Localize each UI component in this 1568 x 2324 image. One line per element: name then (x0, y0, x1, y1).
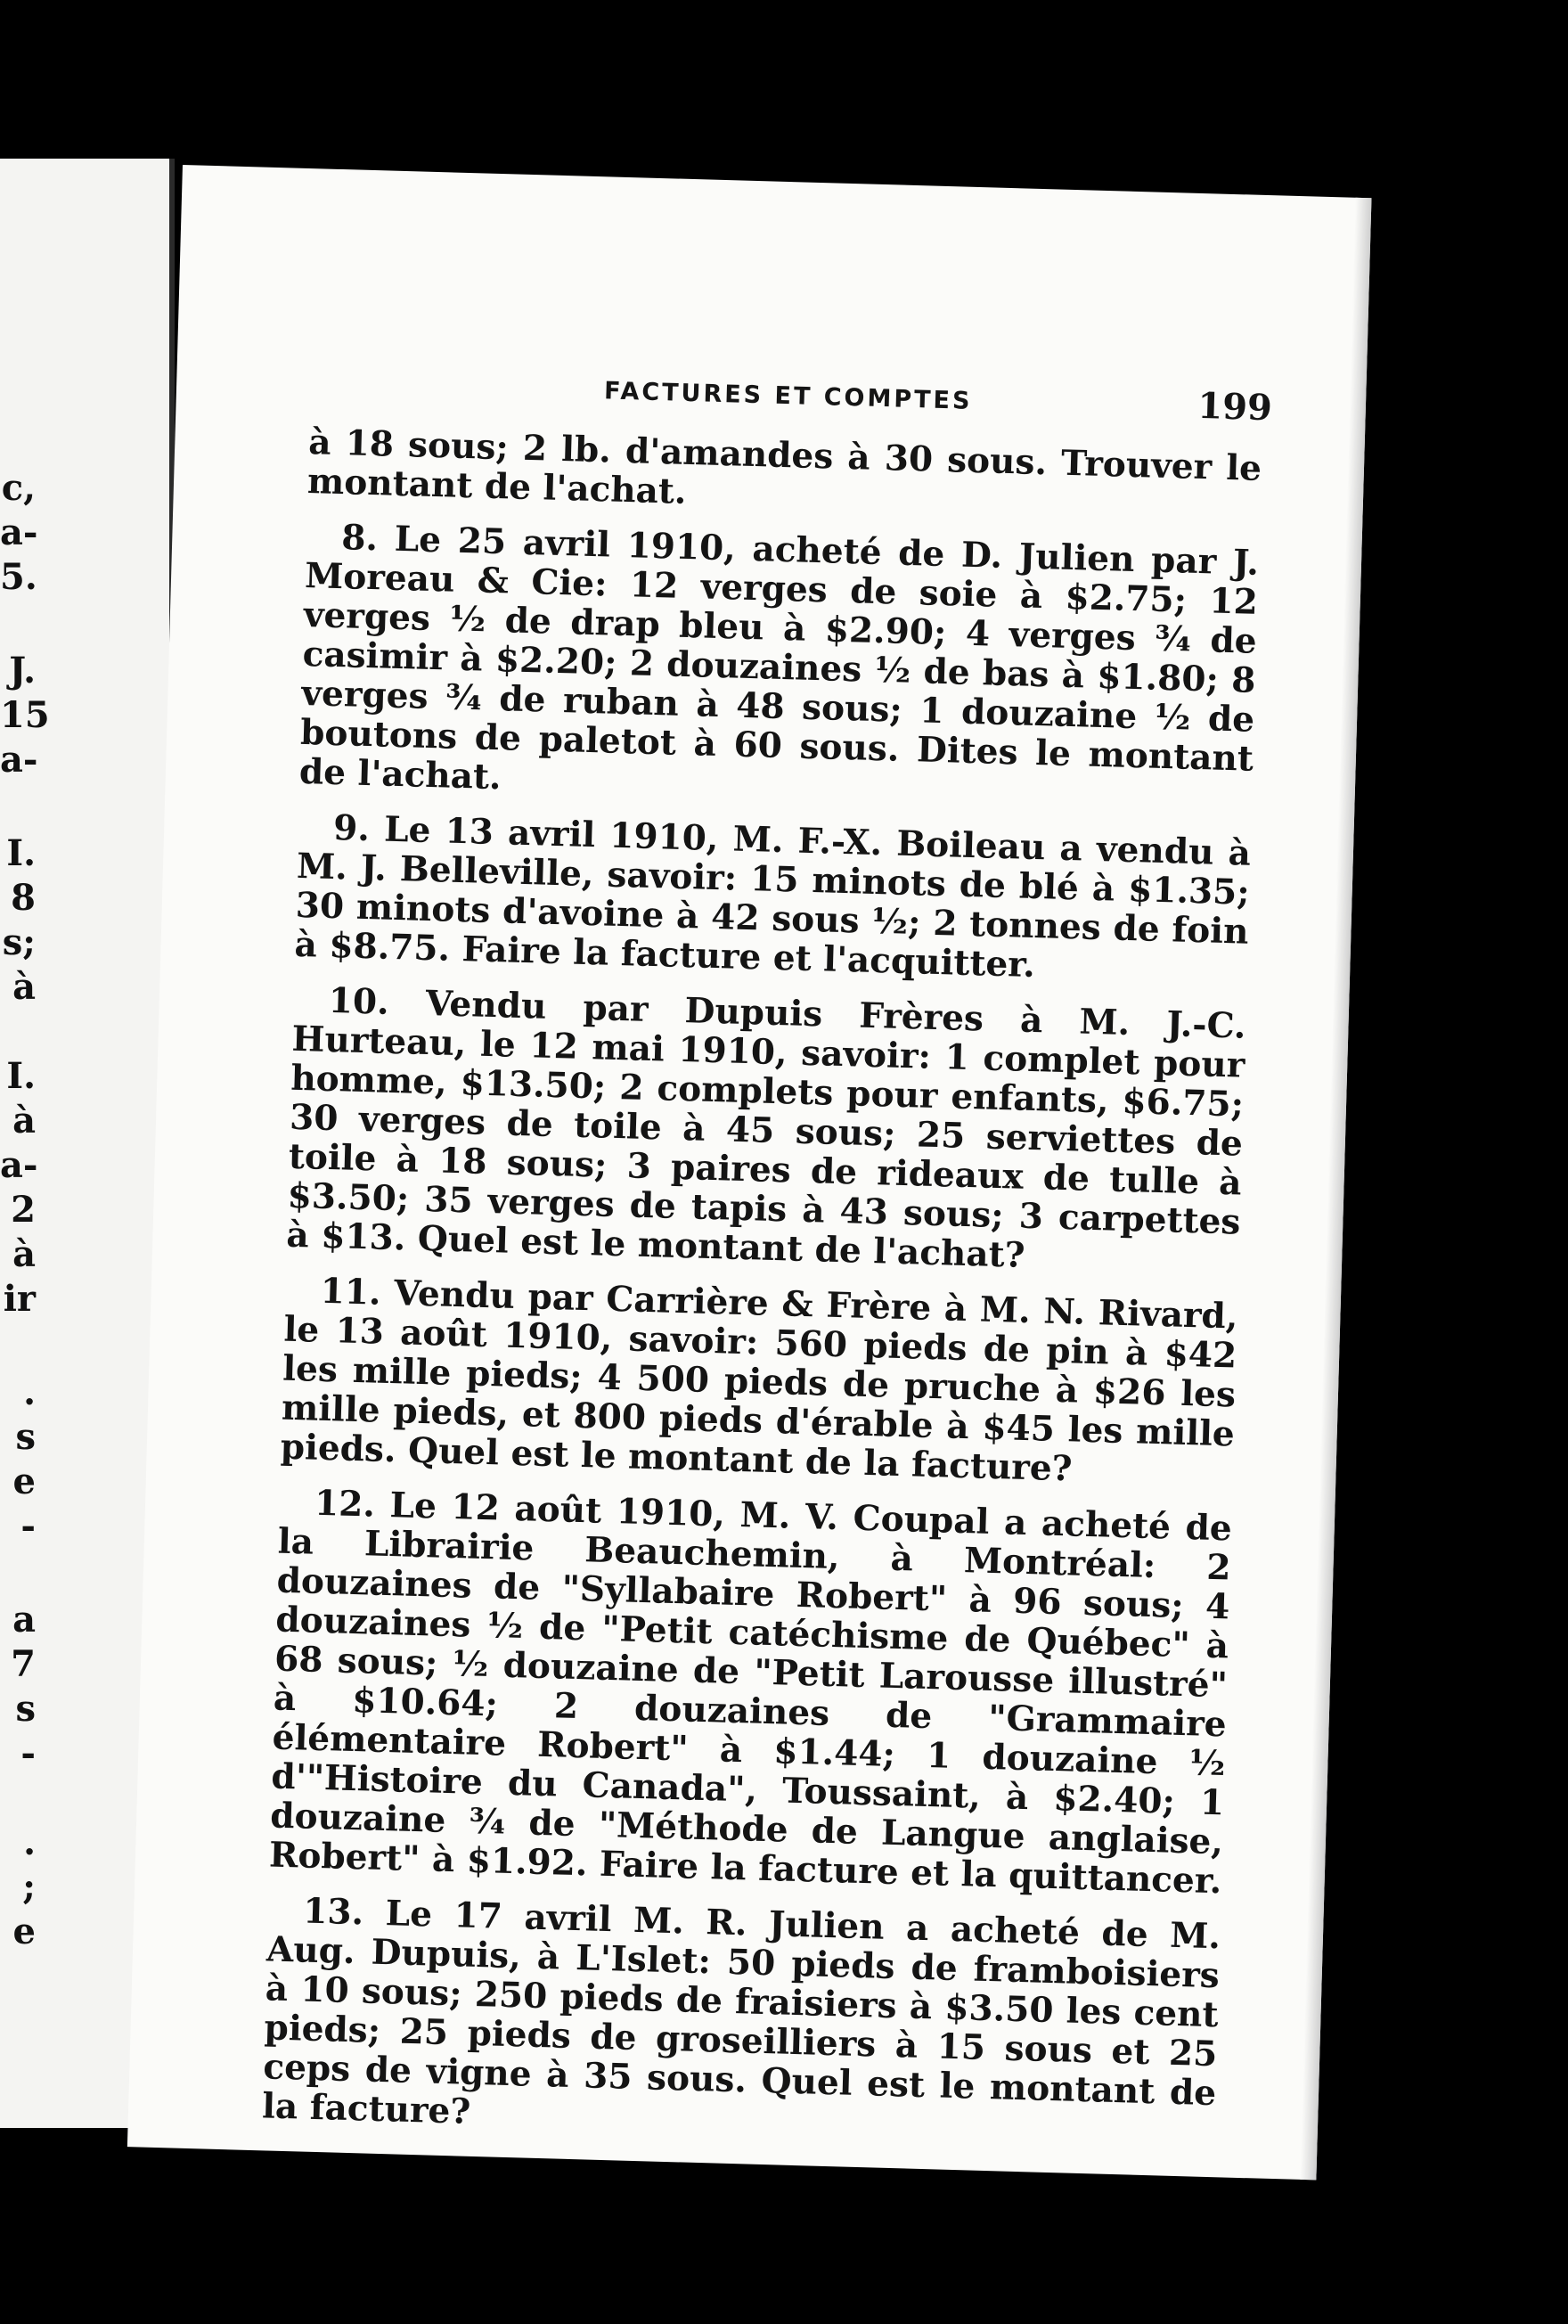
exercise-10 (286, 980, 1246, 1281)
page-body (261, 422, 1262, 2168)
margin-fragment: I. (6, 1055, 36, 1097)
paragraph-text: à 18 sous; 2 lb. d'amandes à 30 sous. Trouver le montant de l'achat. (306, 421, 1262, 512)
margin-fragment: 15 (0, 694, 50, 736)
margin-fragment: I. (6, 832, 36, 874)
margin-fragment: à (12, 966, 36, 1008)
margin-fragment: e (12, 1911, 36, 1952)
book-page (127, 165, 1372, 2180)
paragraph-text: Le 12 août 1910, M. V. Coupal a acheté de la Librairie Beauchemin, à Montréal: 2 douzaines de "Syllabaire Robert" à 96 sous; 4 douzaines ½ de "Petit catéchisme de Québec" à 68 sous; ½ douzaine de "Petit Larousse illustré" à $10.64; 2 douzaines de "Grammaire élémentaire Robert" à $1.44; 1 douzaine ½ d'"Histoire du Canada", Toussaint, à $2.40; 1 douzaine ¾ de "Méthode de Langue anglaise, Robert" à $1.92. Faire la facture et la quittancer. (268, 1485, 1233, 1903)
margin-fragment: a- (0, 1144, 38, 1186)
margin-fragment: à (12, 1233, 36, 1275)
margin-fragment: a- (0, 511, 38, 553)
margin-fragment: s (15, 1688, 36, 1730)
margin-fragment: 5. (0, 556, 37, 598)
margin-fragment: - (20, 1505, 36, 1547)
margin-fragment: s; (2, 921, 36, 963)
exercise-13 (262, 1890, 1221, 2152)
exercise-8 (298, 517, 1259, 818)
margin-fragment: - (20, 1732, 36, 1774)
exercise-number: 12. (314, 1482, 376, 1526)
margin-fragment: à (12, 1100, 36, 1142)
margin-fragment: J. (9, 650, 36, 691)
exercise-number: 10. (328, 979, 390, 1023)
paragraph-text: Vendu par Dupuis Frères à M. J.-C. Hurteau, le 12 mai 1910, savoir: 1 complet pour homme, $13.50; 2 complets pour enfants, $6.75; 30 verges de toile à 45 sous; 25 serviettes de toile à 18 sous; 3 paires de rideaux de tulle à $3.50; 35 verges de tapis à 43 sous; 3 carpettes à $13. Quel est le montant de l'achat? (285, 982, 1247, 1276)
margin-fragment: a (12, 1599, 36, 1641)
margin-fragment: c, (1, 467, 36, 509)
paragraph-text: Vendu par Carrière & Frère à M. N. Rivard, le 13 août 1910, savoir: 560 pieds de pin à $42 les mille pieds; 4 500 pieds de pruche à $26 les mille pieds, et 800 pieds d'érable à $45 les mille pieds. Quel est le montant de la facture? (280, 1272, 1239, 1490)
paragraph-text: Le 13 avril 1910, M. F.-X. Boileau a vendu à M. J. Belleville, savoir: 15 minots de blé à $1.35; 30 minots d'avoine à 42 sous ½; 2 tonnes de foin à $8.75. Faire la facture et l'acquitter. (293, 808, 1252, 986)
margin-fragment: 2 (11, 1189, 36, 1231)
exercise-number: 9. (332, 807, 371, 850)
margin-fragment: . (23, 1821, 36, 1863)
margin-fragment: 8 (11, 877, 36, 919)
margin-fragment: s (15, 1416, 36, 1458)
running-head: FACTURES ET COMPTES (603, 377, 973, 415)
margin-fragment: 7 (11, 1643, 36, 1685)
exercise-12 (268, 1483, 1232, 1902)
exercise-number: 13. (302, 1890, 364, 1934)
exercise-11 (280, 1271, 1238, 1493)
margin-fragment: e (12, 1461, 36, 1502)
margin-fragment: . (23, 1371, 36, 1413)
exercise-number: 8. (340, 517, 379, 560)
page-number: 199 (1196, 384, 1273, 430)
margin-fragment: ir (3, 1278, 36, 1320)
paragraph-text: Le 25 avril 1910, acheté de D. Julien par J. Moreau & Cie: 12 verges de soie à $2.75; 12 verges ½ de drap bleu à $2.90; 4 verges ¾ de casimir à $2.20; 2 douzaines ½ de bas à $1.80; 8 verges ¾ de ruban à 48 sous; 1 douzaine ½ de boutons de paletot à 60 sous. Dites le montant de l'achat. (298, 518, 1260, 798)
paragraph-continuation (307, 422, 1262, 528)
exercise-9 (294, 807, 1251, 991)
page-edge-shadow (1300, 198, 1371, 2181)
paragraph-text: Le 17 avril M. R. Julien a acheté de M. Aug. Dupuis, à L'Islet: 50 pieds de framboisiers à 10 sous; 250 pieds de fraisiers à $3.50 les cent pieds; 25 pieds de groseilliers à 15 sous et 25 ceps de vigne à 35 sous. Quel est le montant de la facture? (261, 1893, 1221, 2132)
margin-fragment: a- (0, 739, 38, 781)
margin-fragment: ; (22, 1866, 36, 1908)
exercise-number: 11. (320, 1270, 382, 1313)
